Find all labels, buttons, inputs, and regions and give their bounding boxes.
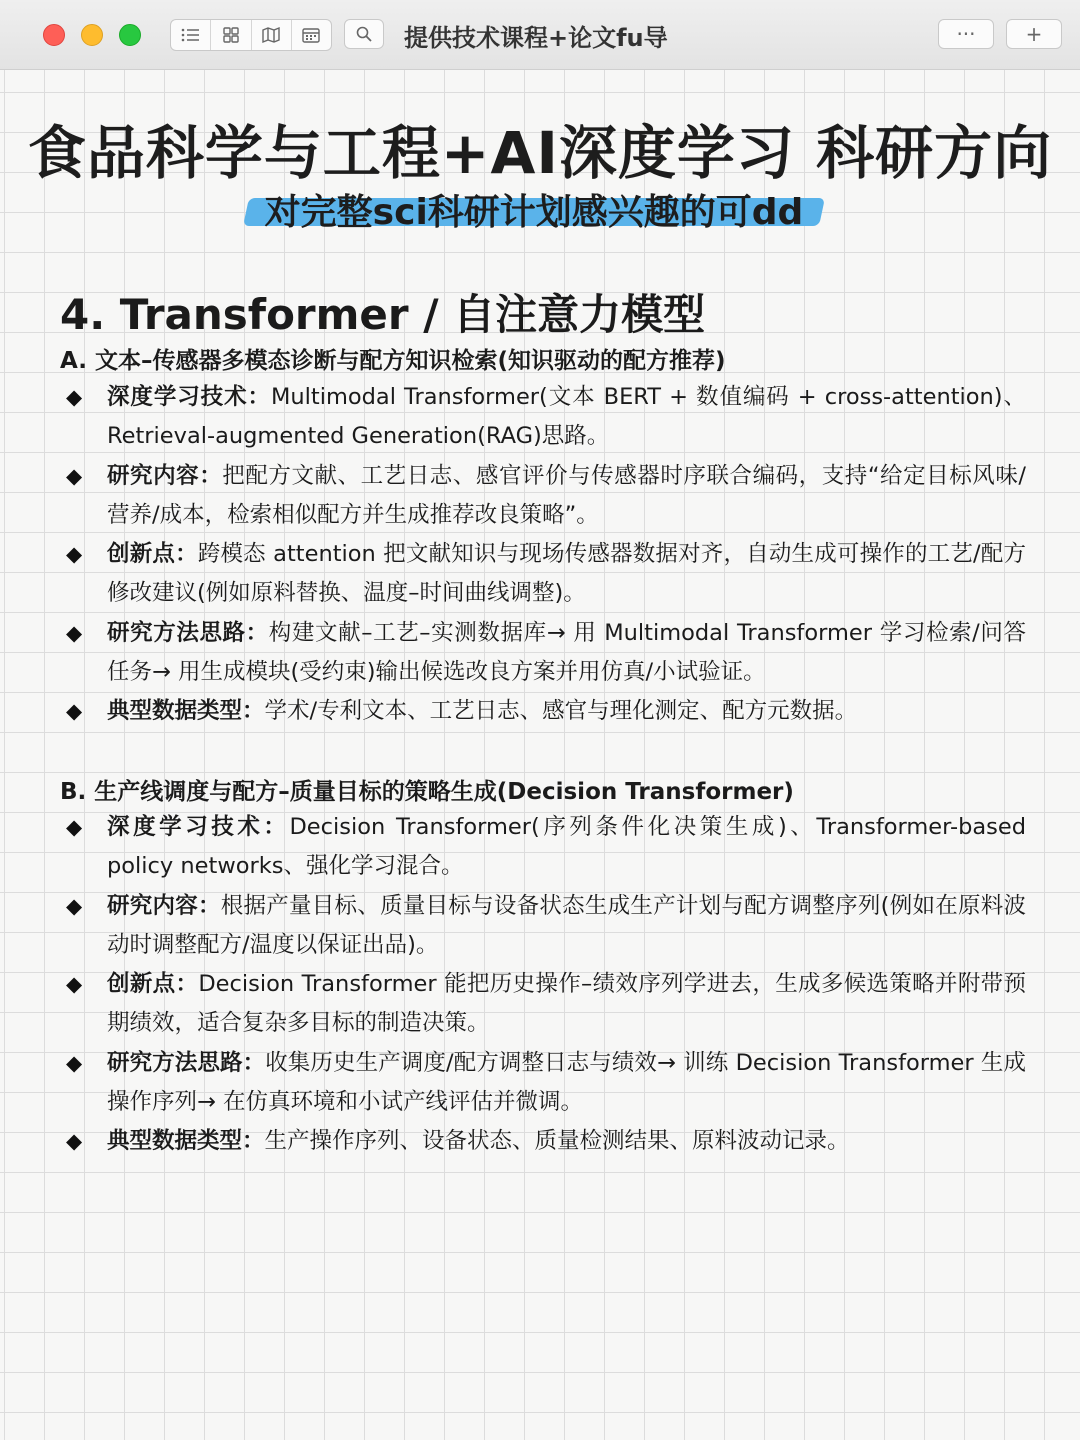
diamond-bullet-icon: ◆ xyxy=(66,385,83,409)
item-label: 典型数据类型： xyxy=(107,1128,265,1155)
diamond-bullet-icon: ◆ xyxy=(66,463,83,488)
item-text: 构建文献–工艺–实测数据库→ 用 Multimodal Transformer 学习检索/问答任务→ 用生成模块(受约束)输出候选改良方案并用仿真/小试验证。 xyxy=(107,619,1026,686)
subsection-b-heading: B. 生产线调度与配方–质量目标的策略生成(Decision Transformer) xyxy=(60,779,794,805)
list-item xyxy=(66,692,1026,731)
list-item xyxy=(66,965,1026,1044)
diamond-bullet-icon: ◆ xyxy=(66,542,83,567)
list-icon xyxy=(181,27,201,43)
item-text: 收集历史生产调度/配方调整日志与绩效→ 训练 Decision Transformer 生成操作序列→ 在仿真环境和小试产线评估并微调。 xyxy=(107,1049,1026,1116)
item-text: 跨模态 attention 把文献知识与现场传感器数据对齐，自动生成可操作的工艺/配方修改建议(例如原料替换、温度–时间曲线调整)。 xyxy=(107,541,1026,607)
window-title: 提供技术课程+论文fu导 xyxy=(404,24,668,52)
item-label: 创新点： xyxy=(107,541,198,568)
page-title: 食品科学与工程+AI深度学习 科研方向 xyxy=(27,119,1053,187)
item-text: 把配方文献、工艺日志、感官评价与传感器时序联合编码，支持“给定目标风味/营养/成本，检索相似配方并生成推荐改良策略”。 xyxy=(107,462,1026,528)
subsection-a-heading: A. 文本–传感器多模态诊断与配方知识检索(知识驱动的配方推荐) xyxy=(60,348,726,374)
calendar-view-button[interactable] xyxy=(292,20,331,50)
search-button[interactable] xyxy=(344,19,384,49)
diamond-bullet-icon: ◆ xyxy=(66,893,83,918)
subsection-b-list xyxy=(66,808,1026,1162)
minimize-window-button[interactable] xyxy=(81,24,103,46)
item-label: 研究方法思路： xyxy=(107,619,269,646)
subtitle: 对完整sci科研计划感兴趣的可dd xyxy=(264,192,804,233)
list-item xyxy=(66,535,1026,614)
close-window-button[interactable] xyxy=(43,24,65,46)
grid-view-button[interactable] xyxy=(211,20,251,50)
diamond-bullet-icon: ◆ xyxy=(66,815,83,839)
diamond-bullet-icon: ◆ xyxy=(66,1129,83,1154)
list-item xyxy=(66,378,1026,457)
grid-icon xyxy=(222,26,240,44)
plus-icon: + xyxy=(1025,22,1043,46)
map-icon xyxy=(261,26,281,44)
item-text: 学术/专利文本、工艺日志、感官与理化测定、配方元数据。 xyxy=(264,698,858,725)
item-label: 深度学习技术： xyxy=(107,384,271,410)
window-titlebar xyxy=(0,0,1080,70)
list-item xyxy=(66,887,1026,966)
list-item xyxy=(66,1044,1026,1123)
item-label: 研究内容： xyxy=(107,462,223,489)
item-text: Decision Transformer 能把历史操作–绩效序列学进去，生成多候选策略并附带预期绩效，适合复杂多目标的制造决策。 xyxy=(107,971,1026,1037)
diamond-bullet-icon: ◆ xyxy=(66,1050,83,1075)
diamond-bullet-icon: ◆ xyxy=(66,620,83,645)
calendar-icon xyxy=(301,26,321,44)
add-button[interactable] xyxy=(1006,19,1062,49)
more-options-button[interactable] xyxy=(938,19,994,49)
item-text: Decision Transformer(序列条件化决策生成)、Transformer-based policy networks、强化学习混合。 xyxy=(107,814,1026,880)
search-icon xyxy=(355,25,373,43)
section-title: 4. Transformer / 自注意力模型 xyxy=(60,290,706,339)
subsection-a-list xyxy=(66,378,1026,732)
view-mode-toolbar xyxy=(170,19,332,51)
more-icon: ··· xyxy=(956,22,976,46)
list-item xyxy=(66,1122,1026,1161)
item-label: 深度学习技术： xyxy=(107,814,290,840)
item-label: 创新点： xyxy=(107,971,199,998)
list-item xyxy=(66,614,1026,693)
item-label: 研究方法思路： xyxy=(107,1049,266,1076)
item-text: 生产操作序列、设备状态、质量检测结果、原料波动记录。 xyxy=(264,1128,850,1155)
list-view-button[interactable] xyxy=(171,20,211,50)
diamond-bullet-icon: ◆ xyxy=(66,972,83,997)
zoom-window-button[interactable] xyxy=(119,24,141,46)
list-item xyxy=(66,457,1026,536)
item-text: Multimodal Transformer(文本 BERT + 数值编码 + cross-attention)、Retrieval-augmented Generation(RAG)思路。 xyxy=(107,384,1026,450)
map-view-button[interactable] xyxy=(252,20,292,50)
item-label: 研究内容： xyxy=(107,892,221,919)
list-item xyxy=(66,808,1026,887)
item-label: 典型数据类型： xyxy=(107,698,265,725)
subtitle-block xyxy=(246,184,822,233)
diamond-bullet-icon: ◆ xyxy=(66,699,83,724)
item-text: 根据产量目标、质量目标与设备状态生成生产计划与配方调整序列(例如在原料波动时调整配方/温度以保证出品)。 xyxy=(107,892,1026,958)
